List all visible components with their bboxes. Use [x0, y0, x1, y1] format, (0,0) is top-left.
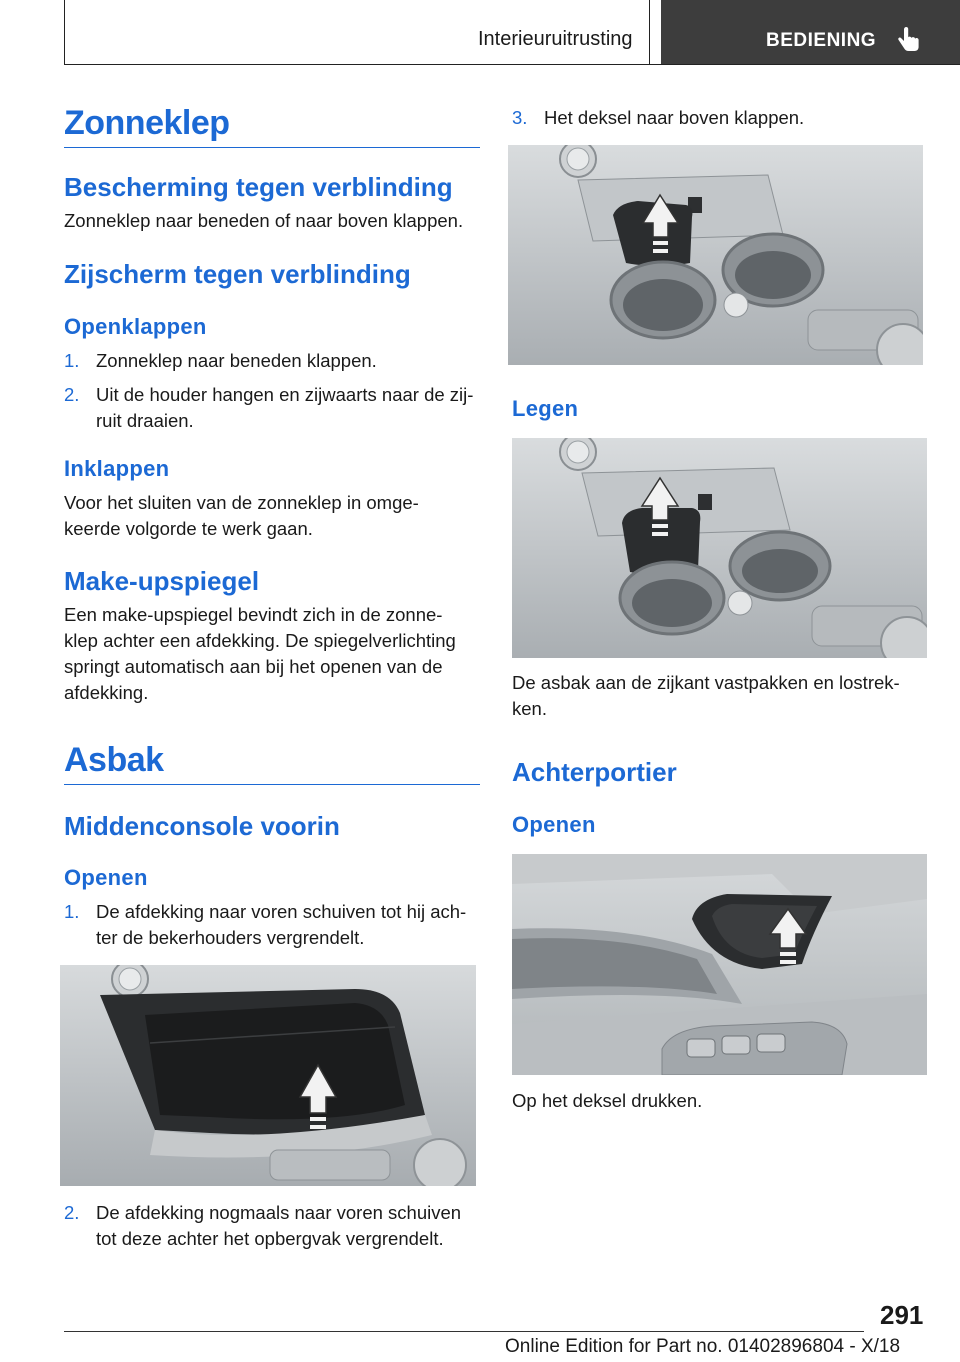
- step-number: 1.: [64, 901, 80, 922]
- text-makeup-line4: afdekking.: [64, 682, 149, 703]
- text-bescherming: Zonneklep naar beneden of naar boven klappen.: [64, 210, 464, 231]
- title-asbak: Asbak: [64, 741, 164, 779]
- text-inklappen-line2: keerde volgorde te werk gaan.: [64, 518, 313, 539]
- heading-inklappen: Inklappen: [64, 456, 170, 481]
- heading-legen: Legen: [512, 396, 579, 421]
- step-text: ter de bekerhouders vergrendelt.: [96, 927, 365, 948]
- photo-console-cover: [60, 965, 476, 1186]
- heading-middenconsole: Middenconsole voorin: [64, 811, 340, 841]
- footer-rule: [64, 1331, 864, 1332]
- text-inklappen-line1: Voor het sluiten van de zonneklep in omge-: [64, 492, 419, 513]
- step-text: De afdekking naar voren schuiven tot hij ach-: [96, 901, 467, 922]
- step-text: Zonneklep naar beneden klappen.: [96, 350, 377, 371]
- heading-openklappen: Openklappen: [64, 314, 207, 339]
- header-rule: [64, 64, 960, 65]
- header-section-title: Interieuruitrusting: [478, 28, 633, 50]
- heading-bescherming: Bescherming tegen verblinding: [64, 172, 453, 202]
- header-divider-mid: [649, 0, 650, 64]
- step-text: Het deksel naar boven klappen.: [544, 107, 805, 128]
- step-number: 3.: [512, 107, 528, 128]
- step-number: 2.: [64, 1202, 80, 1223]
- heading-openen: Openen: [64, 865, 148, 890]
- header-divider-left: [64, 0, 65, 64]
- text-makeup-line2: klep achter een afdekking. De spiegelverlichting: [64, 630, 456, 651]
- heading-zijscherm: Zijscherm tegen verblinding: [64, 259, 411, 289]
- text-makeup-line3: springt automatisch aan bij het openen van de: [64, 656, 443, 677]
- photo-rear-door: [512, 854, 927, 1075]
- title-zonneklep-rule: [64, 147, 480, 148]
- photo-ashtray-lid: [508, 145, 923, 365]
- step-text: ruit draaien.: [96, 410, 194, 431]
- header-tab-label: BEDIENING: [766, 30, 877, 51]
- text-legen-line1: De asbak aan de zijkant vastpakken en lostrek-: [512, 672, 900, 693]
- photo-ashtray-remove: [512, 438, 927, 658]
- heading-achterportier: Achterportier: [512, 757, 677, 787]
- step-number: 2.: [64, 384, 80, 405]
- text-legen-line2: ken.: [512, 698, 547, 719]
- heading-openen-achter: Openen: [512, 812, 596, 837]
- pointing-hand-icon: [896, 26, 922, 54]
- step-text: tot deze achter het opbergvak vergrendelt.: [96, 1228, 444, 1249]
- step-text: De afdekking nogmaals naar voren schuiven: [96, 1202, 462, 1223]
- text-makeup-line1: Een make-upspiegel bevindt zich in de zonne-: [64, 604, 443, 625]
- step-number: 1.: [64, 350, 80, 371]
- text-achterportier: Op het deksel drukken.: [512, 1090, 703, 1111]
- step-text: Uit de houder hangen en zijwaarts naar de zij-: [96, 384, 474, 405]
- title-asbak-rule: [64, 784, 480, 785]
- heading-makeup: Make-upspiegel: [64, 566, 260, 596]
- page-number: 291: [880, 1300, 924, 1330]
- footer-edition: Online Edition for Part no. 01402896804 - X/18: [505, 1336, 901, 1357]
- title-zonneklep: Zonneklep: [64, 104, 230, 142]
